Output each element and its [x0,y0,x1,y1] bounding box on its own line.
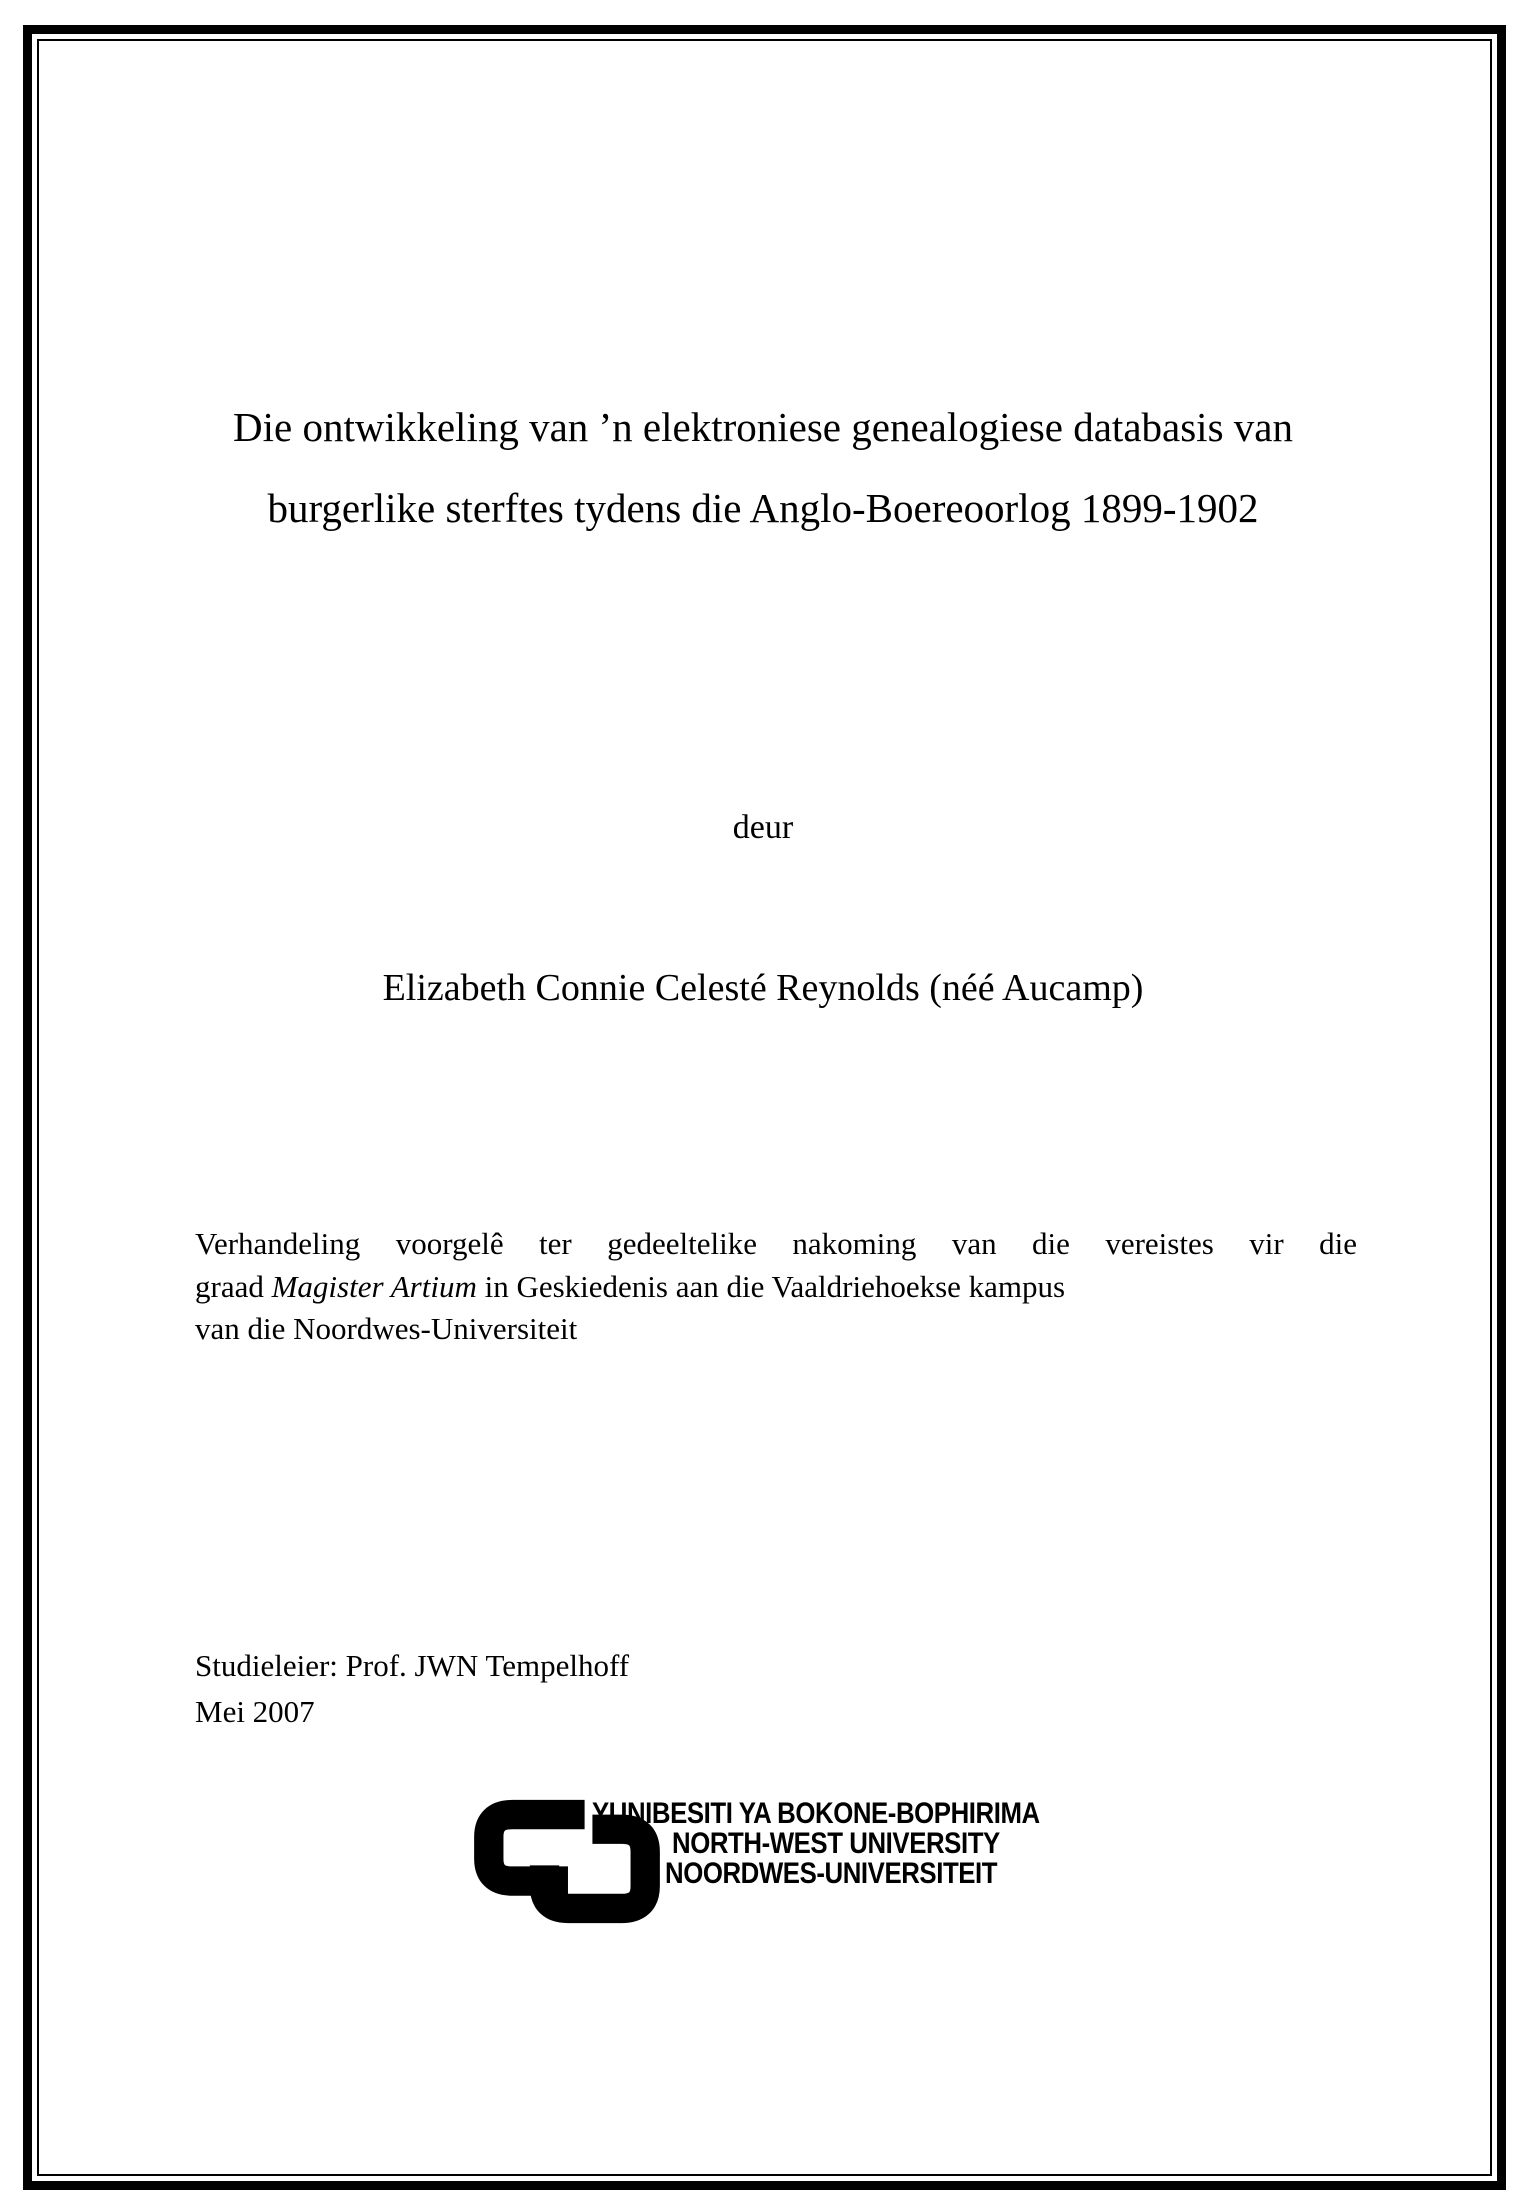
statement-line1: Verhandeling voorgelê ter gedeeltelike nakoming van die vereistes vir die [195,1226,1357,1261]
thesis-title [183,387,1343,549]
logo-text-afrikaans: NOORDWES-UNIVERSITEIT [665,1857,998,1890]
logo-text-english: NORTH-WEST UNIVERSITY [672,1827,1000,1860]
byline-label: deur [732,809,794,846]
statement-line3: van die Noordwes-Universiteit [195,1311,578,1346]
thesis-statement [195,1223,1357,1351]
statement-degree-name: Magister Artium [271,1268,477,1304]
thesis-title-line2: burgerlike sterftes tydens die Anglo-Boereoorlog 1899-1902 [267,485,1259,531]
thesis-title-line1: Die ontwikkeling van ’n elektroniese genealogiese databasis van [233,404,1293,450]
date-line: Mei 2007 [195,1694,315,1729]
author-name: Elizabeth Connie Celesté Reynolds (néé Aucamp) [382,967,1144,1009]
logo-text-setswana: YUNIBESITI YA BOKONE-BOPHIRIMA [592,1797,1040,1830]
supervisor-line: Studieleier: Prof. JWN Tempelhoff [195,1648,630,1683]
statement-line2-prefix: graad [195,1268,264,1304]
statement-line2-suffix: in Geskiedenis aan die Vaaldriehoekse kampus [484,1268,1066,1304]
statement-line2 [195,1266,1357,1309]
